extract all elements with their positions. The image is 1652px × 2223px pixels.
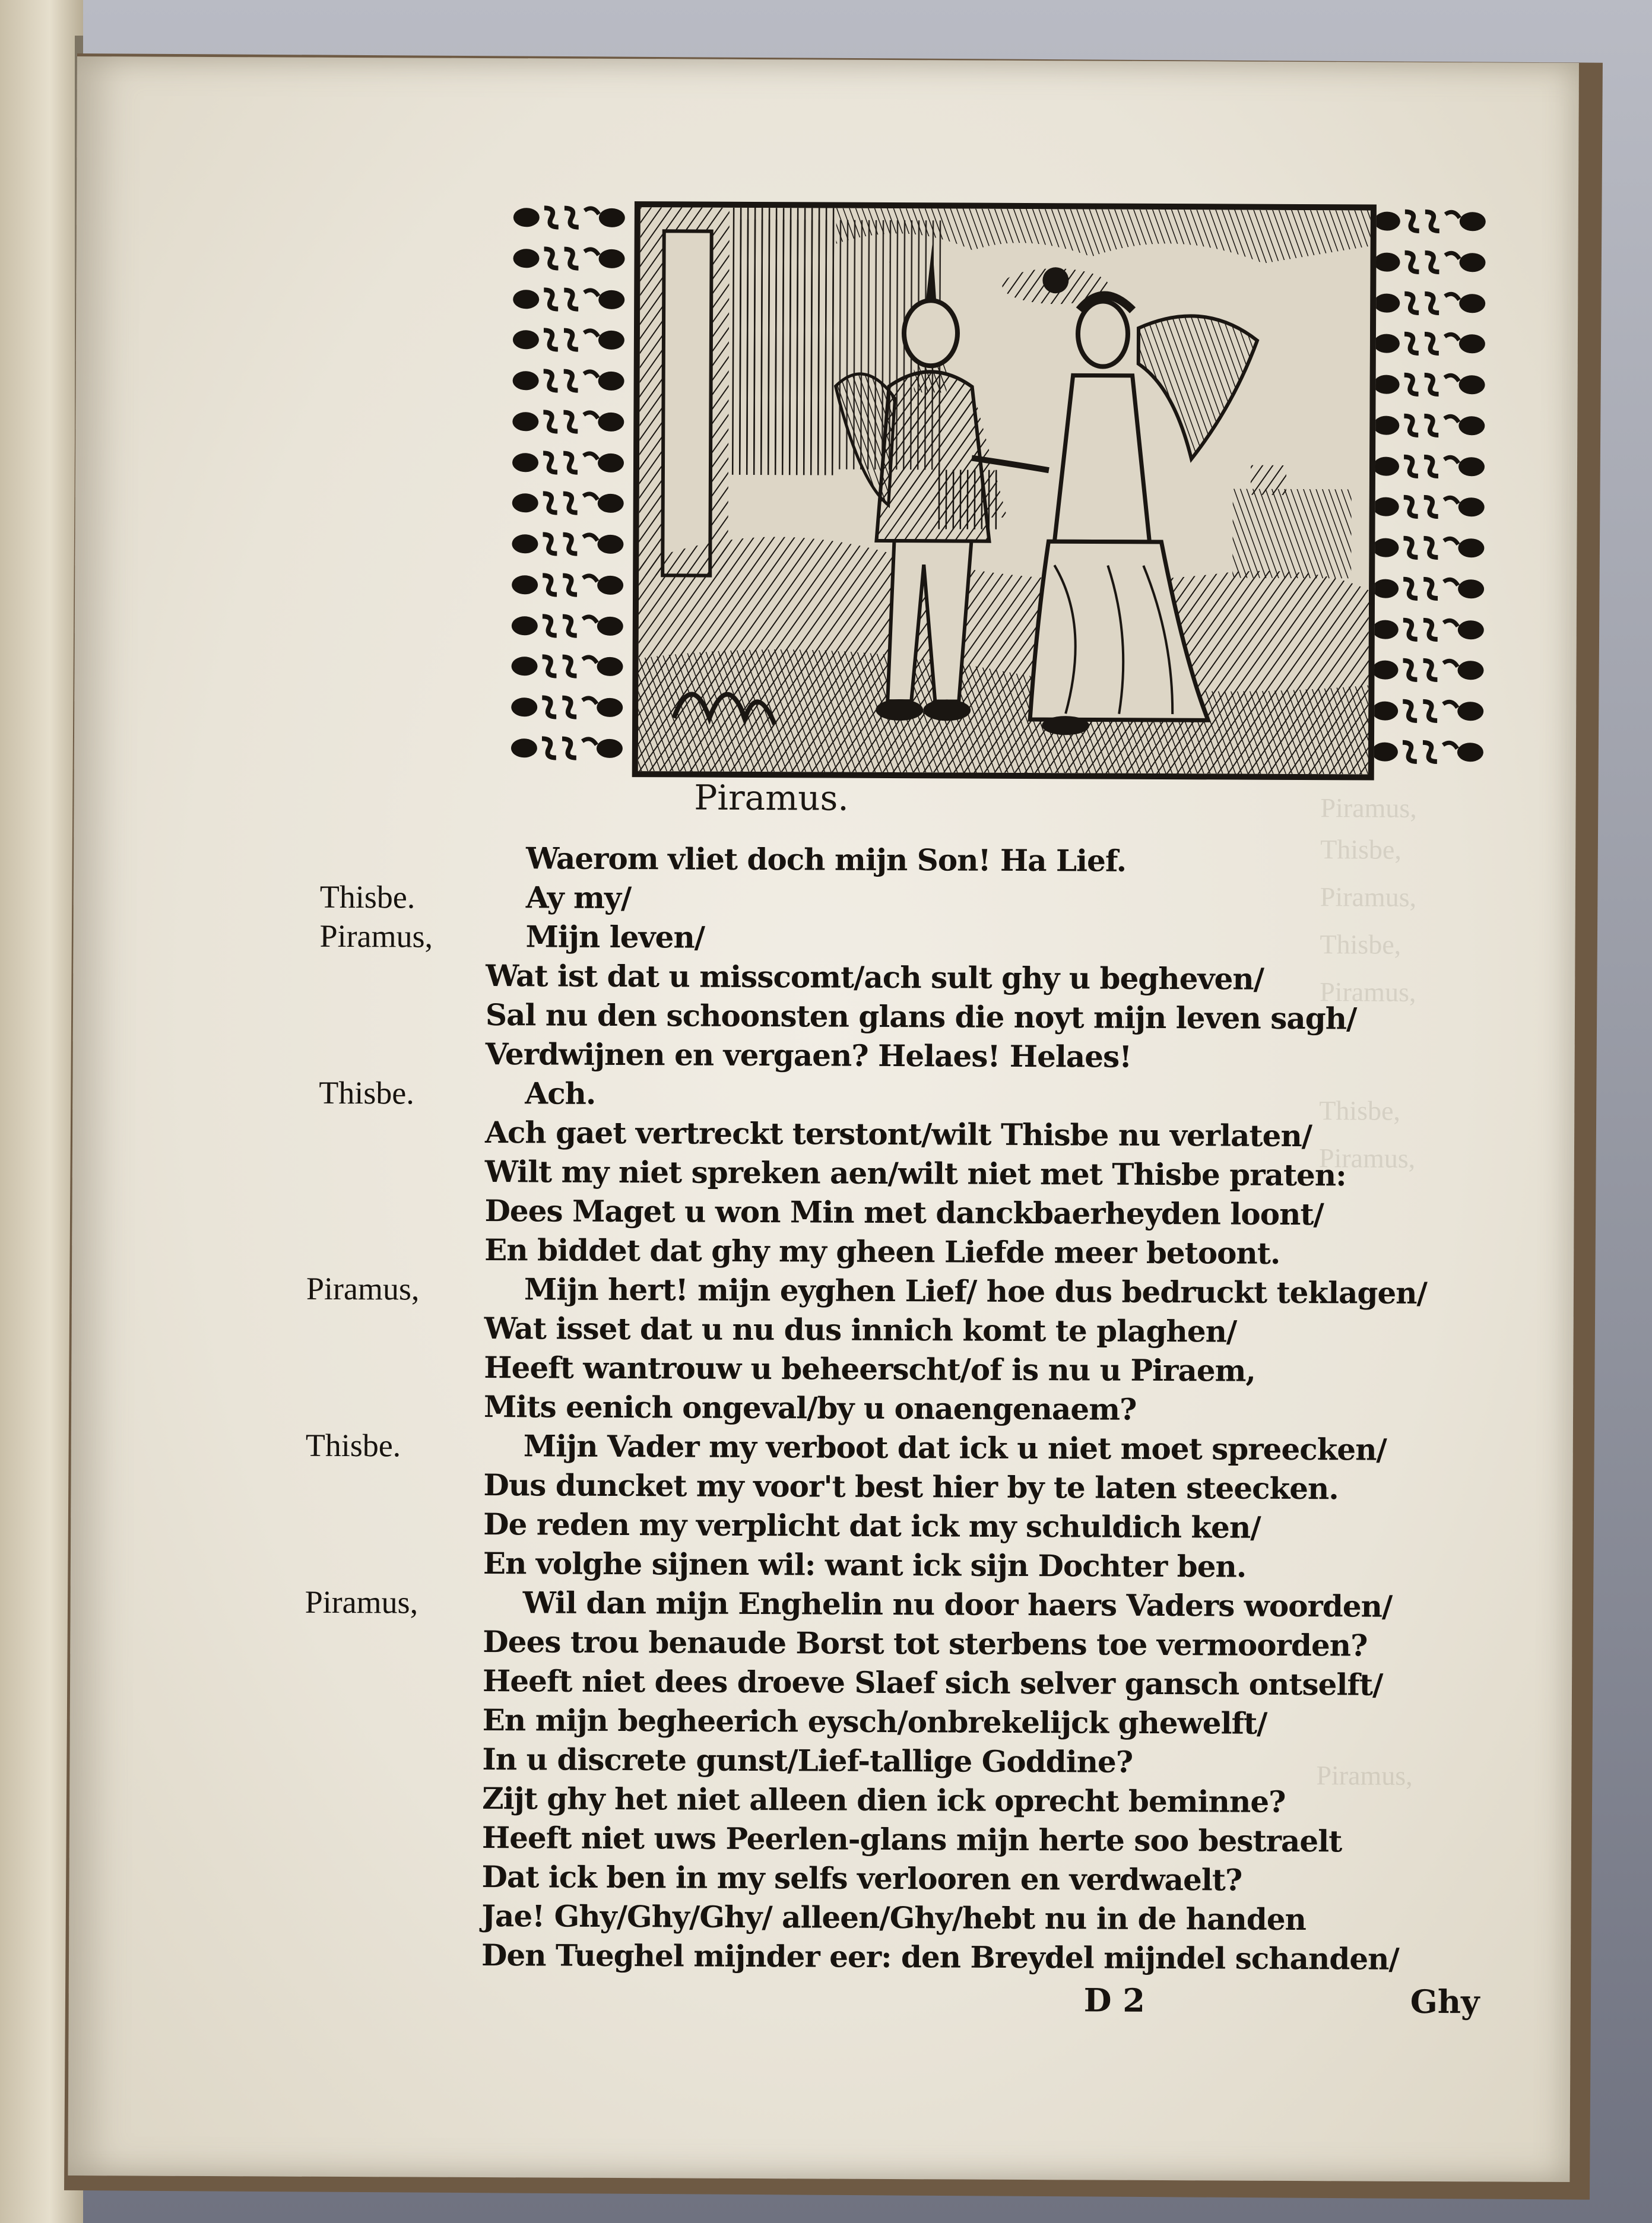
fleuron-border-icon (508, 731, 626, 765)
bleed-through-text: Piramus, (1320, 881, 1417, 912)
signature-mark: D 2 (1083, 1981, 1146, 2019)
verse-line: Mijn leven/ (525, 919, 705, 955)
fleuron-border-icon (1369, 490, 1488, 524)
verse-line: Mits eenich ongeval/by u onaengenaem? (483, 1389, 1137, 1427)
speaker-label: Thisbe. (305, 1427, 401, 1464)
bleed-through-text: Piramus, (1318, 1143, 1416, 1174)
fleuron-border-icon (1369, 531, 1488, 565)
fleuron-border-icon (1368, 735, 1487, 769)
speaker-label: Thisbe. (319, 1074, 415, 1111)
fleuron-border-icon (509, 487, 627, 521)
fleuron-border-icon (508, 650, 626, 684)
fleuron-border-icon (1370, 286, 1489, 320)
fleuron-border-icon (509, 283, 628, 316)
verse-line: Dus duncket my voor't best hier by te laten steecken. (483, 1467, 1339, 1507)
page-heading: Piramus. (694, 777, 849, 819)
verse-line: Wat ist dat u misscomt/ach sult ghy u begheven/ (486, 958, 1264, 997)
verse-line: Ay my/ (525, 880, 632, 916)
bleed-through-text: Thisbe, (1320, 929, 1401, 960)
fleuron-border-icon (509, 405, 627, 439)
verse-line: Waerom vliet doch mijn Son! Ha Lief. (525, 841, 1127, 879)
verse-line: Wilt my niet spreken aen/wilt niet met Thisbe praten: (484, 1154, 1346, 1193)
verse-line: De reden my verplicht dat ick my schuldich ken/ (483, 1507, 1261, 1545)
verse-line: Ach gaet vertreckt terstont/wilt Thisbe nu verlaten/ (484, 1115, 1312, 1154)
fleuron-border-icon (1370, 327, 1489, 361)
verse-line: Zijt ghy het niet alleen dien ick oprecht beminne? (482, 1781, 1286, 1819)
verse-line: Wat isset dat u nu dus innich komt te plaghen/ (484, 1311, 1237, 1349)
woodcut-illustration-icon (638, 207, 1371, 774)
verse-line: Heeft wantrouw u beheerscht/of is nu u Piraem, (484, 1350, 1256, 1388)
verse-line: En biddet dat ghy my gheen Liefde meer betoont. (484, 1232, 1280, 1271)
fleuron-border-icon (510, 201, 629, 234)
verse-line: Jae! Ghy/Ghy/Ghy/ alleen/Ghy/hebt nu in de handen (481, 1898, 1307, 1937)
bleed-through-text: Piramus, (1320, 976, 1416, 1007)
speaker-label: Thisbe. (319, 879, 416, 915)
verse-line: In u discrete gunst/Lief-tallige Goddine? (482, 1742, 1133, 1780)
verse-line: Dees Maget u won Min met danckbaerheyden loont/ (484, 1193, 1324, 1232)
bleed-through-text: Thisbe, (1320, 834, 1402, 865)
speaker-label: Piramus, (319, 918, 433, 954)
bleed-through-text: Piramus, (1316, 1760, 1413, 1791)
verse-line: Dees trou benaude Borst tot sterbens toe vermoorden? (483, 1624, 1368, 1663)
verse-line: Mijn Vader my verboot dat ick u niet moet spreecken/ (523, 1428, 1387, 1467)
fleuron-border-icon (508, 690, 626, 724)
verse-line: Mijn hert! mijn eyghen Lief/ hoe dus bedruckt teklagen/ (524, 1271, 1427, 1311)
verse-line: Wil dan mijn Enghelin nu door haers Vaders woorden/ (522, 1585, 1393, 1624)
verse-line: En volghe sijnen wil: want ick sijn Dochter ben. (483, 1546, 1247, 1584)
verse-line: En mijn begheerich eysch/onbrekelijck ghewelft/ (482, 1702, 1267, 1741)
verse-line: Sal nu den schoonsten glans die noyt mijn leven sagh/ (485, 997, 1357, 1036)
speaker-label: Piramus, (306, 1270, 420, 1307)
ornament-border-left (508, 201, 640, 765)
fleuron-border-icon (1368, 695, 1487, 728)
fleuron-border-icon (509, 364, 628, 398)
fleuron-border-icon (508, 568, 627, 602)
text-block (297, 776, 1537, 2057)
verse-line: Verdwijnen en vergaen? Helaes! Helaes! (485, 1036, 1132, 1074)
woodcut-illustration (632, 201, 1377, 780)
verse-line: Dat ick ben in my selfs verlooren en verdwaelt? (481, 1859, 1242, 1898)
verse-line: Den Tueghel mijnder eer: den Breydel mijndel schanden/ (481, 1937, 1399, 1977)
fleuron-border-icon (1369, 408, 1488, 442)
catchword: Ghy (1410, 1982, 1480, 2021)
verse-line: Ach. (525, 1076, 596, 1111)
ornament-border-right (1368, 205, 1501, 769)
fleuron-border-icon (508, 527, 627, 561)
verse-line: Heeft niet dees droeve Slaef sich selver gansch ontselft/ (482, 1663, 1383, 1702)
book-page (68, 56, 1579, 2182)
fleuron-border-icon (1369, 572, 1488, 605)
speaker-label: Piramus, (305, 1584, 418, 1621)
fleuron-border-icon (1370, 245, 1489, 279)
verse-line: Heeft niet uws Peerlen-glans mijn herte soo bestraelt (481, 1820, 1342, 1859)
fleuron-border-icon (1369, 613, 1488, 646)
bleed-through-text: Thisbe, (1319, 1095, 1401, 1126)
fleuron-border-icon (508, 609, 627, 643)
fleuron-border-icon (1369, 368, 1488, 402)
bleed-through-text: Piramus, (1320, 792, 1417, 823)
fleuron-border-icon (509, 323, 628, 357)
fleuron-border-icon (1368, 654, 1487, 687)
fleuron-border-icon (509, 242, 628, 275)
fleuron-border-icon (509, 446, 627, 480)
fleuron-border-icon (1371, 205, 1489, 239)
fleuron-border-icon (1369, 449, 1488, 483)
